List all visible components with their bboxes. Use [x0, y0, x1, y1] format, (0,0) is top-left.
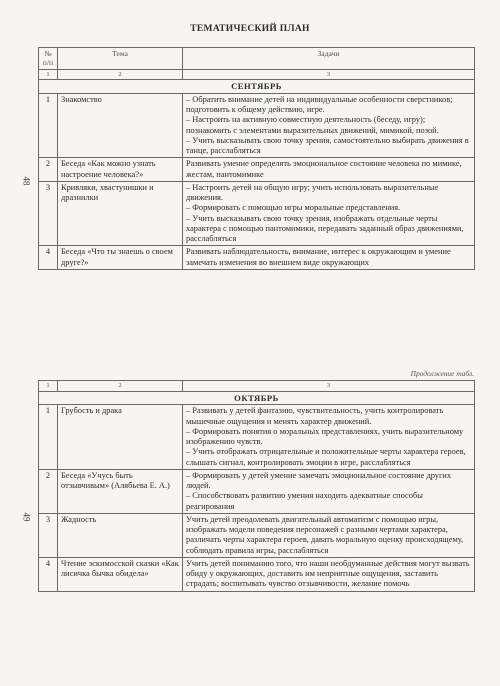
month-row-october — [39, 391, 475, 404]
row-tasks — [183, 181, 475, 246]
row-number: 3 — [39, 513, 58, 557]
column-number: 1 — [39, 69, 58, 80]
task-item: – Развивать у детей фантазию, чувствительность, учить контролировать мышечные ощущения и менять характер движений. — [186, 406, 444, 426]
table-row — [39, 181, 475, 246]
table-row — [39, 93, 475, 158]
task-item: Учить детей пониманию того, что наши необдуманные действия могут вызвать обиду у окружающих, доставить им неприятные ощущения, заставить страдать; воспитывать чувство отзывчивости, желание помочь — [186, 558, 470, 589]
task-item: – Формировать с помощью игры моральные представления. — [186, 203, 401, 213]
row-number: 3 — [39, 181, 58, 246]
task-item: – Настроить детей на общую игру; учить использовать выразительные движения. — [186, 182, 439, 203]
row-theme: Грубость и драка — [58, 405, 183, 470]
row-tasks — [183, 93, 475, 158]
page-number-top: 48 — [21, 176, 32, 186]
row-tasks — [183, 469, 475, 513]
row-theme: Жадность — [58, 513, 183, 557]
row-number: 1 — [39, 93, 58, 158]
column-number: 2 — [58, 69, 183, 80]
row-theme: Беседа «Что ты знаешь о своем друге?» — [58, 246, 183, 270]
task-item: – Формировать у детей умение замечать эмоциональное состояние других людей. — [186, 470, 452, 491]
row-tasks — [183, 513, 475, 557]
page-title: ТЕМАТИЧЕСКИЙ ПЛАН — [190, 24, 310, 34]
header-num: № п/п — [39, 48, 58, 70]
task-item: – Настроить на активную совместную деятельность (беседу, игру); познакомить с элементами выразительных движений, мимикой, позой. — [186, 115, 439, 135]
column-numbers-row — [39, 69, 475, 80]
task-item: – Учить высказывать свою точку зрения, самостоятельно выбирать движения в танце, расслабляться — [186, 135, 469, 156]
task-item: Учить детей преодолевать двигательный автоматизм с помощью игры, изображать модели поведения персонажей с разными чертами характера, различать черты характера героев, давать моральную оценку происходящему, соблюдать правила игры, расслабляться — [186, 514, 464, 555]
row-number: 2 — [39, 158, 58, 182]
task-item: – Учить отображать отрицательные и положительные черты характера героев, слышать сигнал, контролировать эмоции в игре, расслабляться — [186, 447, 466, 467]
table-row — [39, 158, 475, 182]
row-number: 4 — [39, 246, 58, 270]
table-row — [39, 469, 475, 513]
row-theme: Беседа «Учусь быть отзывчивым» (Алябьева Е. А.) — [58, 469, 183, 513]
header-tasks: Задачи — [183, 48, 475, 70]
month-label: СЕНТЯБРЬ — [39, 80, 475, 93]
table-row — [39, 557, 475, 591]
continuation-note: Продолжение табл. — [410, 369, 474, 378]
column-numbers-row — [39, 381, 475, 392]
task-item: – Формировать понятия о моральных представлениях, учить выразительному изображению чувств. — [186, 426, 464, 447]
table-header-row — [39, 48, 475, 70]
task-item: – Способствовать развитию умения находить адекватные способы реагирования — [186, 491, 423, 511]
column-number: 3 — [183, 69, 475, 80]
row-number: 2 — [39, 469, 58, 513]
row-theme: Чтение эскимосской сказки «Как лисичка бычка обидела» — [58, 557, 183, 591]
table-row — [39, 246, 475, 270]
plan-table-october — [38, 380, 475, 592]
page-number-bottom: 49 — [21, 512, 32, 522]
row-tasks — [183, 158, 475, 182]
header-theme: Тема — [58, 48, 183, 70]
row-tasks — [183, 405, 475, 470]
column-number: 1 — [39, 381, 58, 392]
plan-table-september — [38, 47, 475, 270]
task-item: Развивать умение определять эмоциональное состояние человека по мимике, жестам, пантомимике — [186, 159, 462, 179]
row-tasks — [183, 246, 475, 270]
table-row — [39, 513, 475, 557]
row-theme: Кривляки, хвастунишки и дразнилки — [58, 181, 183, 246]
column-number: 3 — [183, 381, 475, 392]
month-row-september — [39, 80, 475, 93]
row-theme: Беседа «Как можно узнать настроение человека?» — [58, 158, 183, 182]
row-number: 1 — [39, 405, 58, 470]
task-item: – Обратить внимание детей на индивидуальные особенности сверстников; подготовить к общему действию, игре. — [186, 94, 453, 115]
task-item: Развивать наблюдательность, внимание, интерес к окружающим и умение замечать изменения во внешнем виде окружающих — [186, 247, 451, 267]
column-number: 2 — [58, 381, 183, 392]
row-number: 4 — [39, 557, 58, 591]
row-theme: Знакомство — [58, 93, 183, 158]
row-tasks — [183, 557, 475, 591]
task-item: – Учить высказывать свою точку зрения, изображать отдельные черты характера с помощью пантомимики, передавать заданный образ движениями, расслабляться — [186, 213, 464, 244]
table-row — [39, 405, 475, 470]
month-label: ОКТЯБРЬ — [39, 391, 475, 404]
